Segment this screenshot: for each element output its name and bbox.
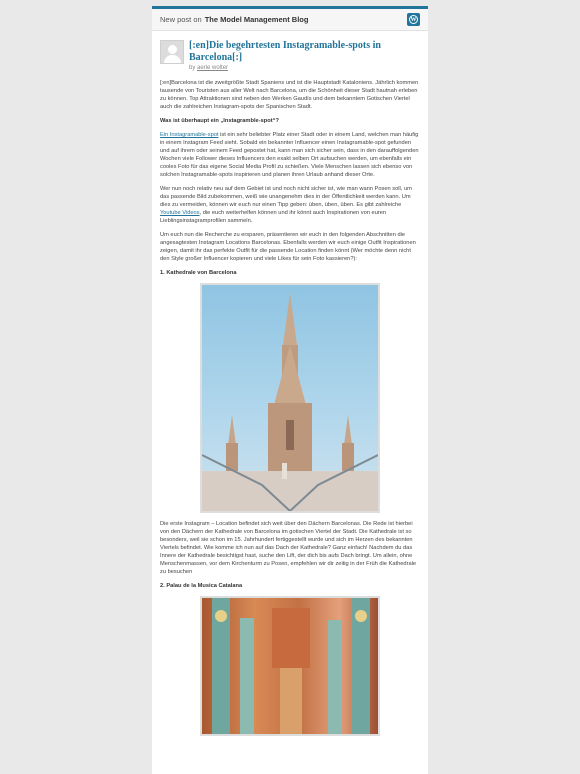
research-paragraph: Um euch nun die Recherche zu ersparen, präsentieren wir euch in den folgenden Abschnitten die angesagtesten Instagram Locations Barcelonas. Ebenfalls werden wir euch einige Outfit Inspirationen zeigen, damit ihr das perfekte Outfit für die passende Location finden könnt (Wer möchte denn nicht den Style großer Influencer kopieren und viele Likes für sein Foto kassieren?): xyxy=(160,232,416,262)
definition-text: ist ein sehr beliebter Platz einer Stadt oder in einem Land, welchen man häufig in einem Instagram Feed sieht. Sobald ein bekannter Influencer einen Instagramable-spot gefunden und auf ihrem oder seinem Feed gepostet hat, kann man sich sicher sein, dass in den darauffolgenden Wochen viele Follower dieses Influencers den exakt selben Ort aufsuchen werden, um ebenfalls ein cooles Foto für das eigene Social Media Profil zu schießen. Viele Menschen lassen sich ebenso von solchen Instagramable-spots inspirieren und planen ihren Urlaub anhand dieser Orte. xyxy=(160,132,419,178)
post-body xyxy=(152,31,428,736)
byline xyxy=(189,65,420,71)
post-header xyxy=(160,40,420,71)
section-heading-cathedral: 1. Kathedrale von Barcelona xyxy=(160,270,237,276)
email-header xyxy=(152,9,428,31)
intro-paragraph: [:en]Barcelona ist die zweitgrößte Stadt Spaniens und ist die Hauptstadt Kataloniens. Jährlich kommen tausende von Touristen aus aller Welt nach Barcelona, um die Schönheit dieser Stadt hautnah erleben zu können. Top Attraktionen sind neben den Werken Gaudís und dem bekanntem Gotischen Viertel auch die zahlreichen Instagram-spots der Spanischen Stadt. xyxy=(160,80,419,110)
byline-prefix: by xyxy=(189,65,196,71)
palau-photo[interactable] xyxy=(200,596,380,736)
palau-illustration xyxy=(202,598,378,734)
cathedral-photo[interactable] xyxy=(200,283,380,513)
blog-name[interactable]: The Model Management Blog xyxy=(204,15,309,24)
posing-text-a: Wer nun noch relativ neu auf dem Gebiet ist und noch nicht sicher ist, wie man wann Posen soll, um das passende Bild zubekommen, weiß wie unangenehm dies in der Öffentlichkeit werden kann. Um dies zu vermeiden, können wir euch nur einen Tipp geben: üben, üben, üben. Es gibt zahlreiche xyxy=(160,186,412,208)
section-heading-what: Was ist überhaupt ein „Instagramble-spot“? xyxy=(160,118,279,124)
avatar-placeholder-icon xyxy=(160,40,184,64)
email-card xyxy=(152,6,428,774)
wordpress-icon[interactable]: W xyxy=(407,13,420,26)
section-heading-palau: 2. Palau de la Musica Catalana xyxy=(160,583,243,589)
youtube-videos-link[interactable]: Youtube Videos xyxy=(160,210,200,216)
header-prefix: New post on xyxy=(160,15,202,24)
instagramable-spot-link[interactable]: Ein Instagramable-spot xyxy=(160,132,219,138)
post-title[interactable]: [:en]Die begehrtesten Instagramable-spots in Barcelona[:] xyxy=(189,40,381,63)
posing-paragraph xyxy=(160,185,420,225)
cathedral-illustration xyxy=(202,285,378,511)
definition-paragraph xyxy=(160,131,420,179)
posing-text-b: , die euch weiterhelfen können und ihr könnt auch Inspirationen von euren Lieblingsinstagramprofilen sammeln. xyxy=(160,210,387,224)
author-link[interactable]: aerie wolter xyxy=(197,65,229,71)
cathedral-paragraph: Die erste Instagram – Location befindet sich weit über den Dächern Barcelonas. Die Rede ist hierbei von den Dächern der Kathedrale von Barcelona im gotischen Viertel der Stadt. Die Kathedrale ist so besonders, weil sie schon im 15. Jahrhundert fertiggestellt wurde und sich im Herzen des bekannten Viertels befindet. Wie komme ich nun auf das Dach der Kathedrale? Ganz einfach! Nachdem du das Innere der Kathedrale besichtigst hast, suche den Lift, der dich bis aufs Dach bringt. Um allein, ohne Menschenmassen, vor dem Kirchenturm zu Posen, empfehlen wir dir zeitig in der Früh die Kathedrale zu besuchen xyxy=(160,521,417,575)
